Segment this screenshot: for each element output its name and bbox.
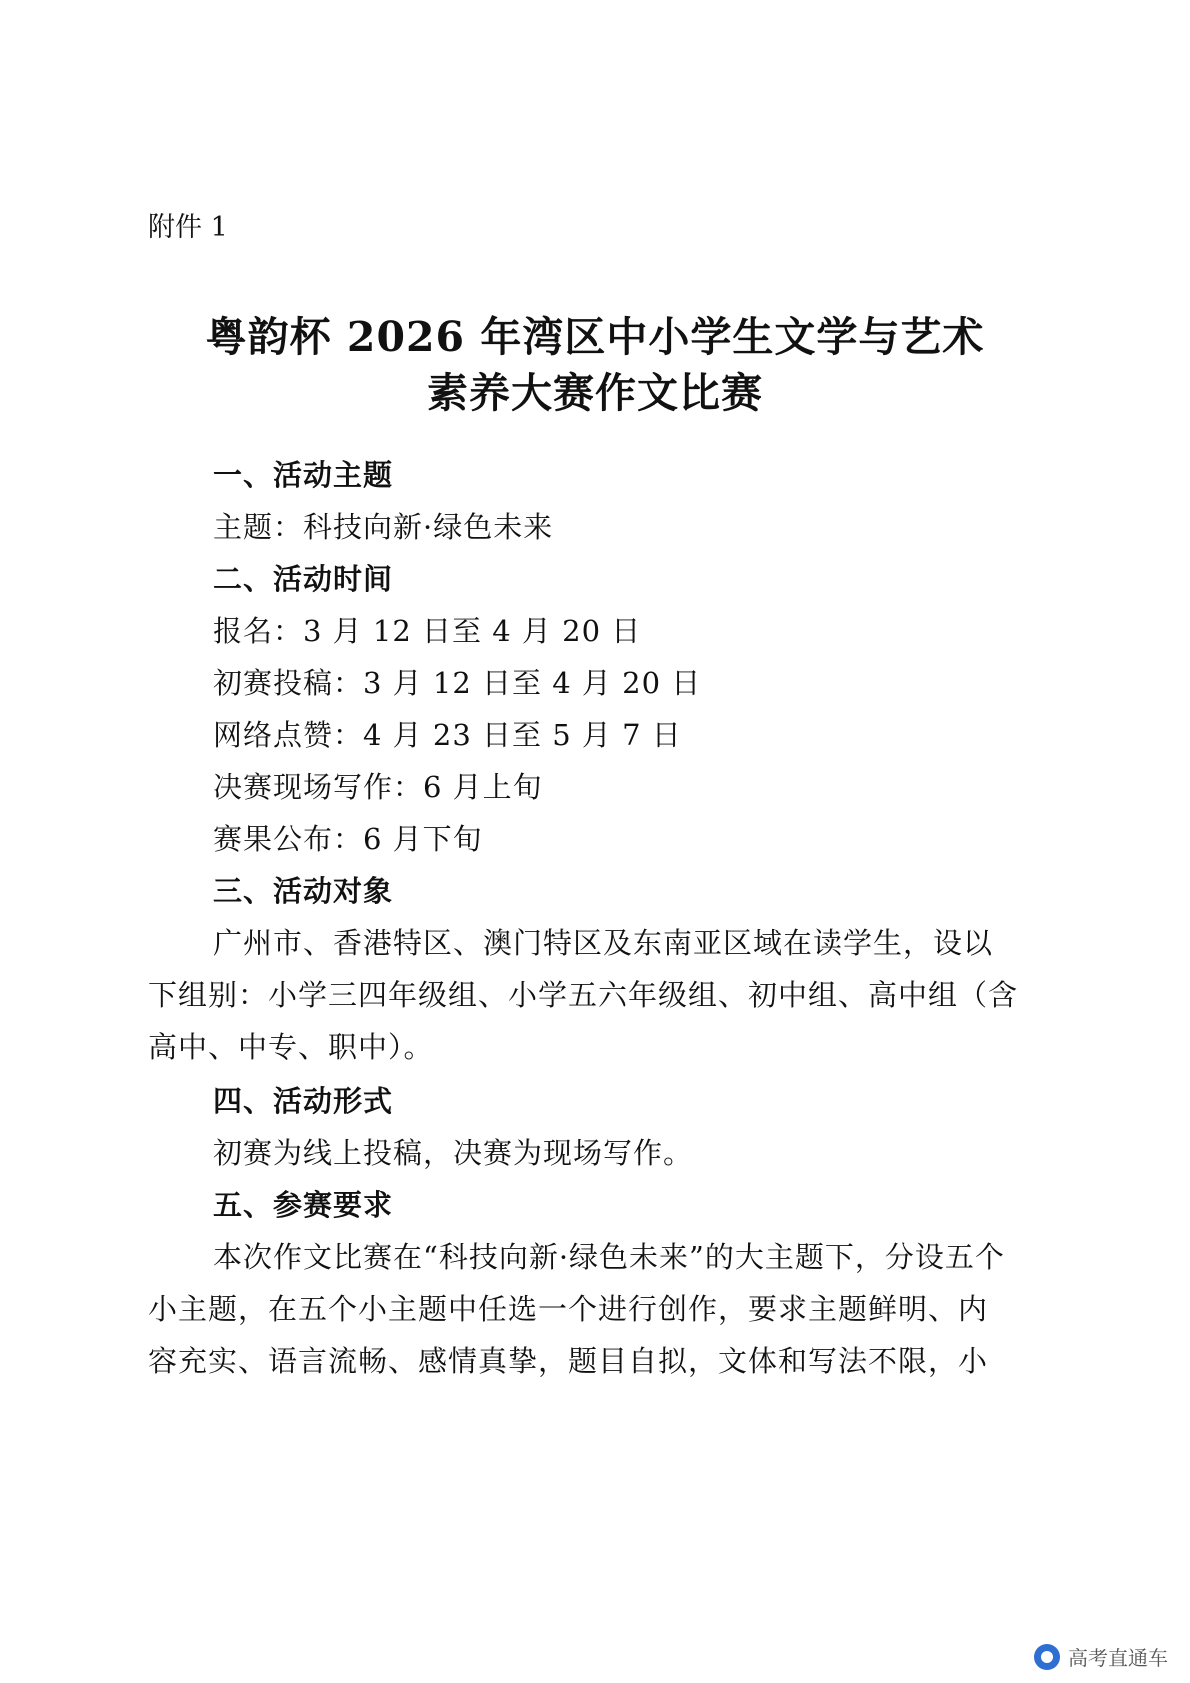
participants-line-3: 高中、中专、职中）。 — [148, 1030, 434, 1064]
requirements-line-2: 小主题，在五个小主题中任选一个进行创作，要求主题鲜明、内 — [148, 1292, 989, 1326]
brand-logo-icon — [1034, 1644, 1060, 1670]
requirements-line-3: 容充实、语言流畅、感情真挚，题目自拟，文体和写法不限，小 — [148, 1344, 989, 1378]
participants-line-1: 广州市、香港特区、澳门特区及东南亚区域在读学生，设以 — [213, 926, 994, 960]
watermark — [1034, 1642, 1168, 1671]
document-title-line-2: 素养大赛作文比赛 — [427, 369, 763, 417]
schedule-item-online-likes: 网络点赞：4 月 23 日至 5 月 7 日 — [213, 718, 682, 752]
schedule-item-results: 赛果公布：6 月下旬 — [213, 822, 483, 856]
section-heading-requirements: 五、参赛要求 — [213, 1188, 394, 1222]
schedule-item-registration: 报名：3 月 12 日至 4 月 20 日 — [213, 614, 642, 648]
section-heading-participants: 三、活动对象 — [213, 874, 394, 908]
theme-text: 主题：科技向新·绿色未来 — [213, 510, 554, 544]
section-heading-theme: 一、活动主题 — [213, 458, 394, 492]
format-text: 初赛为线上投稿，决赛为现场写作。 — [213, 1136, 694, 1170]
participants-line-2: 下组别：小学三四年级组、小学五六年级组、初中组、高中组（含 — [148, 978, 1019, 1012]
schedule-item-final-writing: 决赛现场写作：6 月上旬 — [213, 770, 543, 804]
attachment-label: 附件 1 — [148, 212, 228, 243]
watermark-text: 高考直通车 — [1068, 1646, 1168, 1670]
schedule-item-preliminary: 初赛投稿：3 月 12 日至 4 月 20 日 — [213, 666, 702, 700]
section-heading-format: 四、活动形式 — [213, 1084, 394, 1118]
section-heading-time: 二、活动时间 — [213, 562, 394, 596]
requirements-line-1: 本次作文比赛在“科技向新·绿色未来”的大主题下，分设五个 — [213, 1240, 1005, 1274]
document-title-line-1: 粤韵杯 2026 年湾区中小学生文学与艺术 — [205, 313, 985, 361]
